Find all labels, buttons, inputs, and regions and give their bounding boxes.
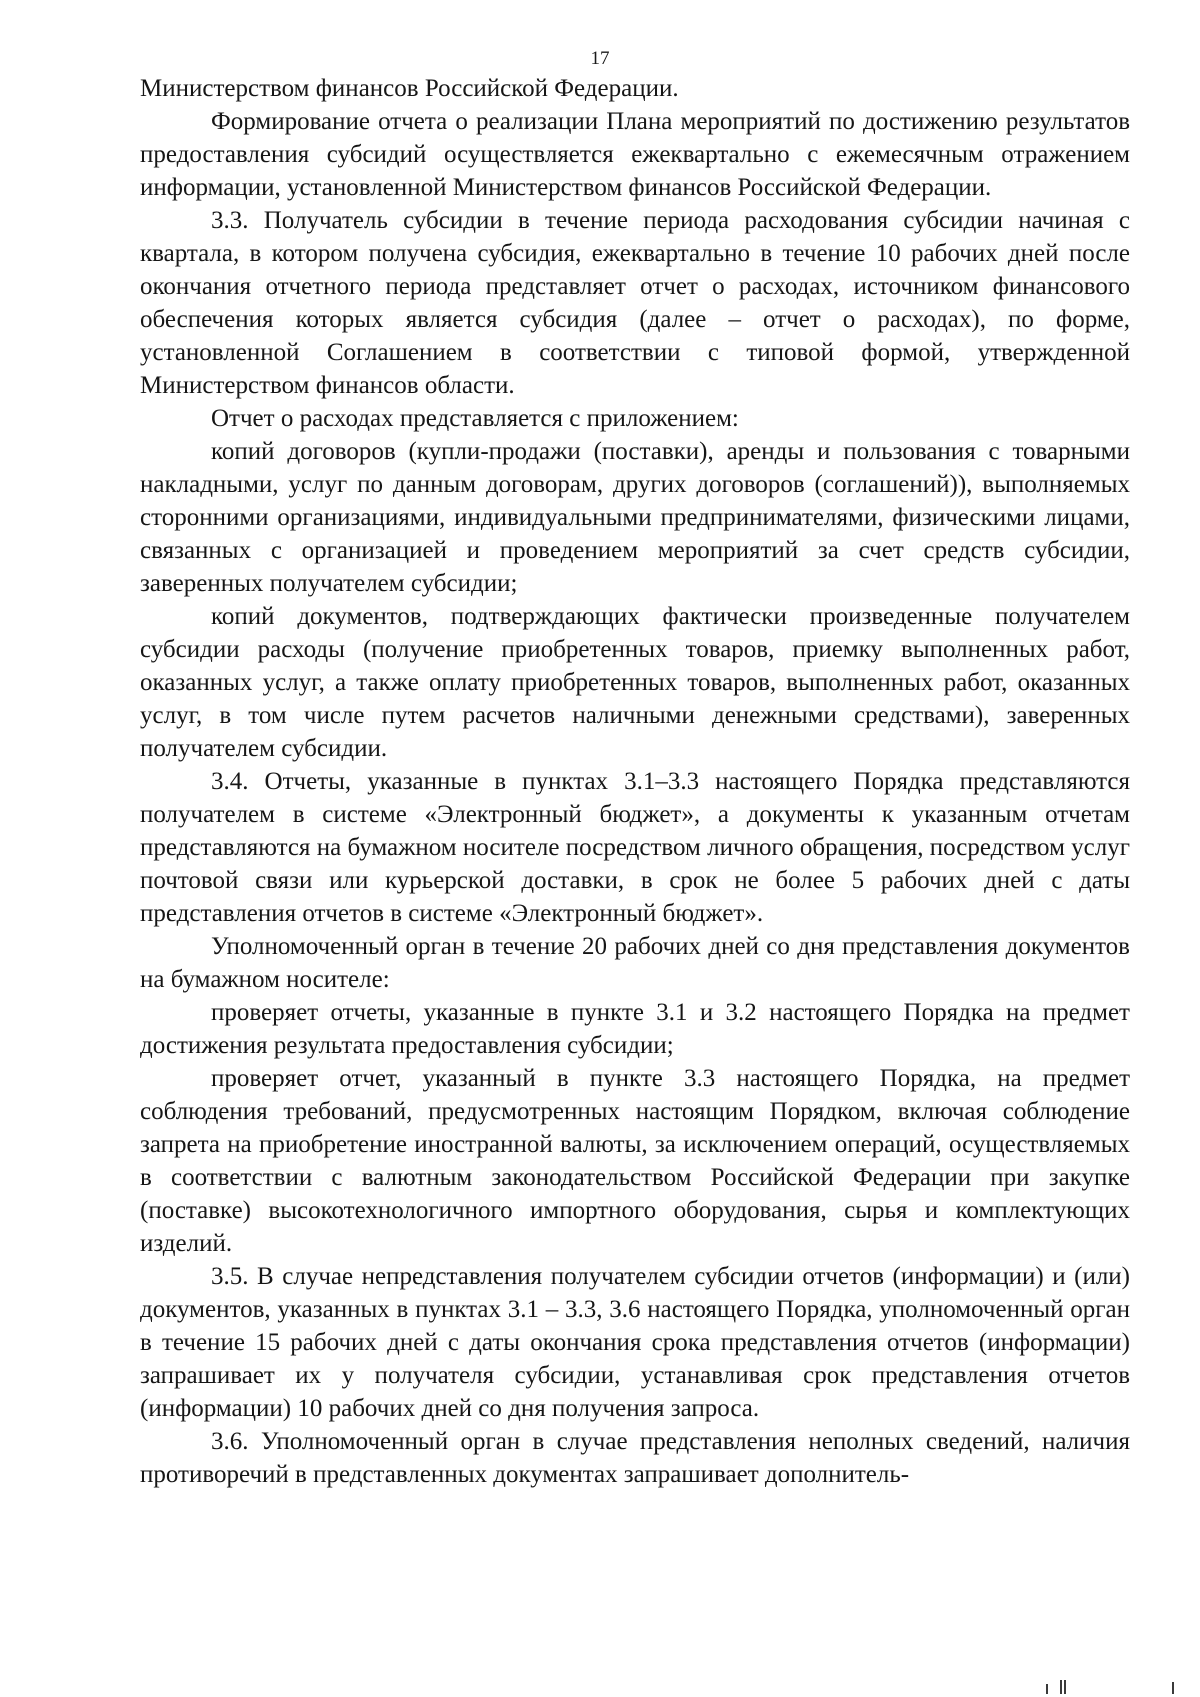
scan-artifact <box>1172 1682 1174 1694</box>
page-number: 17 <box>590 48 610 69</box>
scan-artifact <box>1060 1680 1062 1694</box>
paragraph-ministry-continuation: Министерством финансов Российской Федерации. <box>140 75 679 102</box>
paragraph-document-copies: копий документов, подтверждающих фактически произведенные получателем субсидии расходы (получение приобретенных товаров, приемку выполненных работ, оказанных услуг, а также оплату приобретенных товаров, выполненных работ, оказанных услуг, в том числе путем расчетов наличными денежными средствами), заверенных получателем субсидии. <box>140 603 1130 762</box>
scan-artifact <box>1046 1684 1048 1694</box>
paragraph-contract-copies: копий договоров (купли-продажи (поставки), аренды и пользования с товарными накладными, услуг по данным договорам, других договоров (соглашений)), выполняемых сторонними организациями, индивидуальными предпринимателями, физическими лицами, связанных с организацией и проведением мероприятий за счет средств субсидии, заверенных получателем субсидии; <box>140 438 1130 597</box>
document-body <box>140 72 1130 1491</box>
paragraph-3-6: 3.6. Уполномоченный орган в случае представления неполных сведений, наличия противоречий в представленных документах запрашивает дополнитель- <box>140 1428 1130 1488</box>
paragraph-3-4: 3.4. Отчеты, указанные в пунктах 3.1–3.3 настоящего Порядка представляются получателем в системе «Электронный бюджет», а документы к указанным отчетам представляются на бумажном носителе посредством личного обращения, посредством услуг почтовой связи или курьерской доставки, в срок не более 5 рабочих дней с даты представления отчетов в системе «Электронный бюджет». <box>140 768 1130 927</box>
paragraph-report-attachments: Отчет о расходах представляется с приложением: <box>211 405 739 432</box>
paragraph-check-report-3-3: проверяет отчет, указанный в пункте 3.3 настоящего Порядка, на предмет соблюдения требований, предусмотренных настоящим Порядком, включая соблюдение запрета на приобретение иностранной валюты, за исключением операций, осуществляемых в соответствии с валютным законодательством Российской Федерации при закупке (поставке) высокотехнологичного импортного оборудования, сырья и комплектующих изделий. <box>140 1065 1130 1257</box>
paragraph-authorized-body-check: Уполномоченный орган в течение 20 рабочих дней со дня представления документов на бумажном носителе: <box>140 933 1130 993</box>
paragraph-3-3: 3.3. Получатель субсидии в течение периода расходования субсидии начиная с квартала, в котором получена субсидия, ежеквартально в течение 10 рабочих дней после окончания отчетного периода представляет отчет о расходах, источником финансового обеспечения которых является субсидия (далее – отчет о расходах), по форме, установленной Соглашением в соответствии с типовой формой, утвержденной Министерством финансов области. <box>140 207 1130 399</box>
scan-artifact <box>1064 1680 1066 1694</box>
paragraph-check-reports-3-1-3-2: проверяет отчеты, указанные в пункте 3.1 и 3.2 настоящего Порядка на предмет достижения результата предоставления субсидии; <box>140 999 1130 1059</box>
paragraph-report-formation: Формирование отчета о реализации Плана мероприятий по достижению результатов предоставления субсидий осуществляется ежеквартально с ежемесячным отражением информации, установленной Министерством финансов Российской Федерации. <box>140 108 1130 201</box>
paragraph-3-5: 3.5. В случае непредставления получателем субсидии отчетов (информации) и (или) документов, указанных в пунктах 3.1 – 3.3, 3.6 настоящего Порядка, уполномоченный орган в течение 15 рабочих дней с даты окончания срока представления отчетов (информации) запрашивает их у получателя субсидии, устанавливая срок представления отчетов (информации) 10 рабочих дней со дня получения запроса. <box>140 1263 1130 1422</box>
